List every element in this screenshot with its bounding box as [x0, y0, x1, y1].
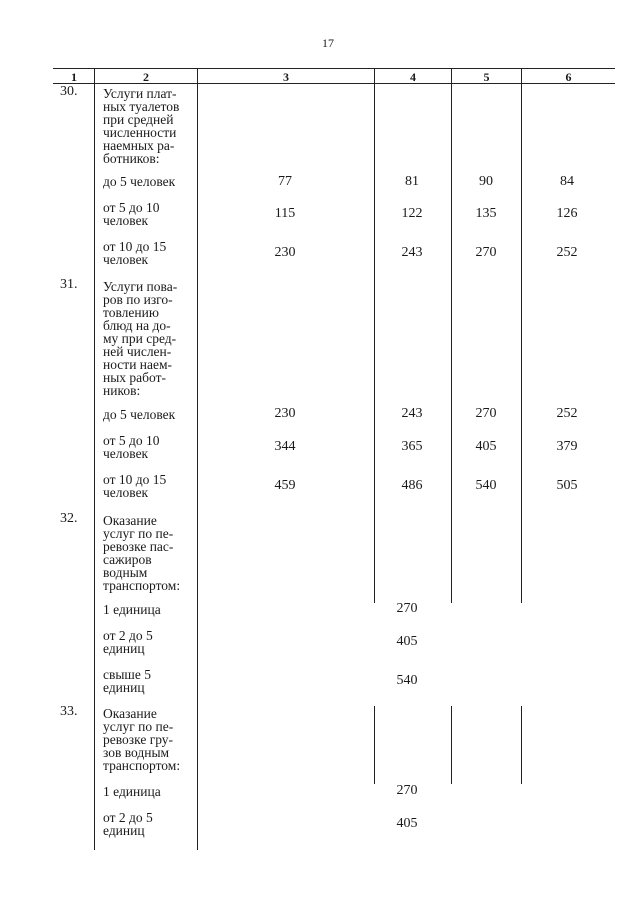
row-value-col4: 405 [396, 634, 418, 649]
row-value-col6: 379 [556, 439, 578, 454]
row-value-col4: 81 [405, 174, 419, 189]
column-header-2: 2 [143, 70, 149, 84]
column-divider-3 [374, 68, 375, 603]
section-number: 33. [60, 704, 78, 719]
row-label: свыше 5 единиц [103, 667, 151, 695]
column-divider-4-section-33 [451, 706, 452, 784]
row-value-col5: 135 [475, 206, 497, 221]
page-number: 17 [322, 36, 334, 50]
row-value-col4: 405 [396, 816, 418, 831]
row-label: от 5 до 10 человек [103, 200, 160, 228]
row-value-col3: 459 [274, 478, 296, 493]
row-label: до 5 человек [103, 407, 176, 422]
column-divider-4 [451, 68, 452, 603]
row-value-col5: 405 [475, 439, 497, 454]
row-label: от 2 до 5 единиц [103, 810, 153, 838]
section-title: Услуги пова- ров по изго- товлению блюд на до- му при сред- ней числен- ности наем- ных работ- ников: [103, 279, 178, 398]
row-value-col4: 122 [401, 206, 423, 221]
row-label: от 10 до 15 человек [103, 472, 167, 500]
row-value-col3: 77 [278, 174, 292, 189]
row-value-col6: 84 [560, 174, 574, 189]
row-label: от 2 до 5 единиц [103, 628, 153, 656]
row-value-col6: 505 [556, 478, 578, 493]
row-label: 1 единица [103, 602, 161, 617]
row-value-col3: 230 [274, 406, 296, 421]
row-value-col4: 270 [396, 783, 418, 798]
section-title: Оказание услуг по пе- ревозке пас- сажиров водным транспортом: [103, 513, 181, 593]
row-value-col6: 126 [556, 206, 578, 221]
column-divider-1 [94, 68, 95, 850]
row-value-col5: 270 [475, 245, 497, 260]
section-number: 32. [60, 511, 78, 526]
row-value-col4: 243 [401, 406, 423, 421]
section-number: 31. [60, 277, 78, 292]
row-value-col4: 540 [396, 673, 418, 688]
section-title: Оказание услуг по пе- ревозке гру- зов водным транспортом: [103, 706, 181, 773]
row-value-col3: 115 [274, 206, 296, 221]
column-header-6: 6 [565, 70, 572, 84]
row-value-col4: 243 [401, 245, 423, 260]
table-top-border [53, 68, 615, 69]
column-header-4: 4 [410, 70, 416, 84]
column-header-5: 5 [483, 70, 490, 84]
row-value-col6: 252 [556, 245, 578, 260]
row-value-col5: 90 [479, 174, 493, 189]
row-value-col3: 230 [274, 245, 296, 260]
column-divider-5 [521, 68, 522, 603]
row-value-col4: 270 [396, 601, 418, 616]
row-value-col6: 252 [556, 406, 578, 421]
row-label: 1 единица [103, 784, 161, 799]
row-label: от 5 до 10 человек [103, 433, 160, 461]
column-divider-3-section-33 [374, 706, 375, 784]
section-number: 30. [60, 84, 78, 99]
section-title: Услуги плат- ных туалетов при средней численности наемных ра- ботников: [103, 86, 180, 166]
row-value-col3: 344 [274, 439, 296, 454]
row-label: от 10 до 15 человек [103, 239, 167, 267]
row-label: до 5 человек [103, 174, 176, 189]
row-value-col4: 486 [401, 478, 423, 493]
row-value-col5: 540 [475, 478, 497, 493]
column-divider-5-section-33 [521, 706, 522, 784]
column-header-1: 1 [71, 70, 77, 84]
row-value-col4: 365 [401, 439, 423, 454]
column-header-3: 3 [283, 70, 289, 84]
row-value-col5: 270 [475, 406, 497, 421]
